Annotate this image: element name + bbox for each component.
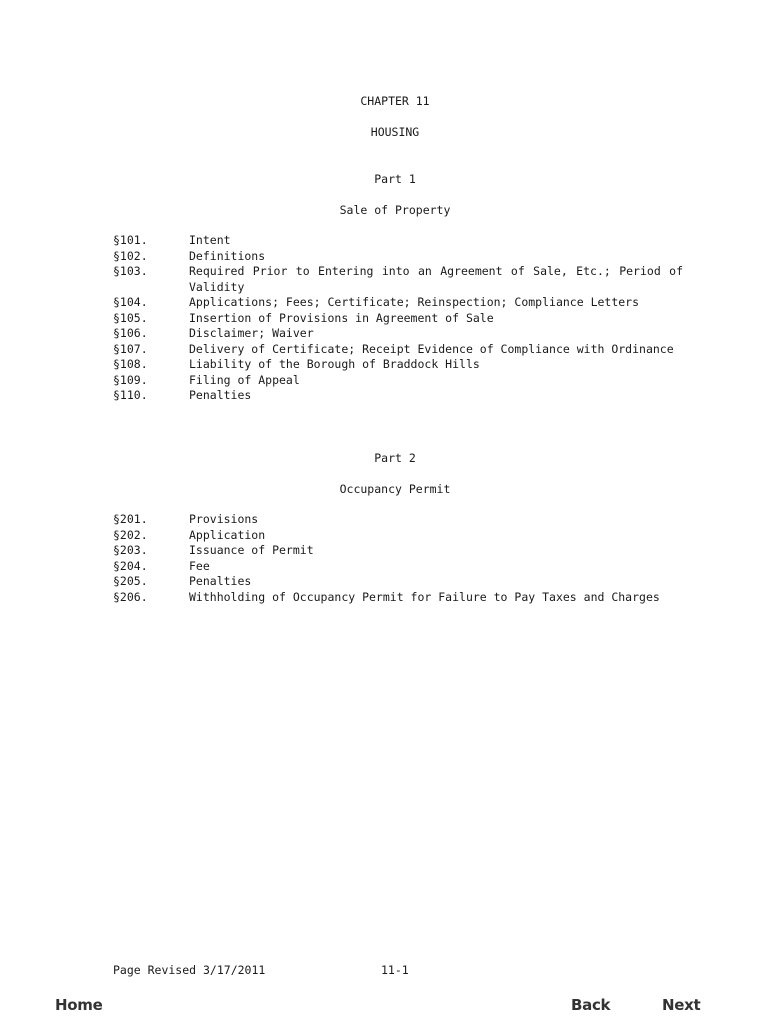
section-number: §201. — [113, 512, 148, 526]
section-number: §203. — [113, 543, 148, 557]
section-title: Provisions — [189, 512, 259, 526]
list-item — [113, 373, 683, 389]
list-item — [113, 295, 683, 311]
list-item — [113, 590, 683, 606]
section-title: Penalties — [189, 574, 252, 588]
list-item — [113, 311, 683, 327]
section-number: §206. — [113, 589, 148, 604]
section-number: §108. — [113, 357, 148, 371]
chapter-number: CHAPTER 11 — [360, 94, 430, 108]
list-item — [113, 559, 683, 575]
section-number: §107. — [113, 341, 148, 356]
section-title: Required Prior to Entering into an Agreement of Sale, Etc.; Period of Validity — [189, 264, 683, 294]
list-item — [113, 388, 683, 404]
section-number: §105. — [113, 310, 148, 325]
section-title: Application — [189, 527, 266, 542]
list-item — [113, 528, 683, 544]
list-item — [113, 574, 683, 590]
section-title: Filing of Appeal — [189, 372, 300, 387]
section-number: §101. — [113, 233, 148, 247]
section-number: §204. — [113, 558, 148, 573]
section-number: §110. — [113, 388, 148, 402]
part-2-section-list — [113, 512, 683, 605]
section-title: Disclaimer; Waiver — [189, 326, 314, 340]
section-number: §102. — [113, 248, 148, 263]
next-link[interactable]: Next — [662, 996, 701, 1014]
page-number: 11-1 — [381, 963, 409, 977]
section-number: §109. — [113, 372, 148, 387]
list-item — [113, 249, 683, 265]
section-title: Definitions — [189, 248, 266, 263]
section-number: §103. — [113, 264, 148, 278]
section-title: Liability of the Borough of Braddock Hills — [189, 357, 480, 371]
back-link[interactable]: Back — [571, 996, 611, 1014]
list-item — [113, 233, 683, 249]
section-number: §104. — [113, 295, 148, 309]
part-1-section-list — [113, 233, 683, 404]
list-item — [113, 543, 683, 559]
section-number: §106. — [113, 326, 148, 340]
list-item — [113, 326, 683, 342]
section-title: Issuance of Permit — [189, 543, 314, 557]
section-title: Penalties — [189, 388, 252, 402]
part-2-subtitle: Occupancy Permit — [339, 482, 451, 496]
chapter-title: HOUSING — [370, 125, 420, 139]
section-title: Applications; Fees; Certificate; Reinspection; Compliance Letters — [189, 295, 640, 309]
section-title: Intent — [189, 233, 231, 247]
list-item — [113, 264, 683, 295]
section-number: §205. — [113, 574, 148, 588]
section-title: Insertion of Provisions in Agreement of Sale — [189, 310, 494, 325]
section-title: Delivery of Certificate; Receipt Evidence of Compliance with Ordinance — [189, 341, 674, 356]
section-title: Fee — [189, 558, 210, 573]
part-1-heading: Part 1 — [374, 172, 416, 186]
list-item — [113, 512, 683, 528]
part-1-subtitle: Sale of Property — [339, 203, 451, 217]
part-2-heading: Part 2 — [374, 451, 416, 465]
page-revised-date: Page Revised 3/17/2011 — [113, 963, 266, 977]
list-item — [113, 342, 683, 358]
section-number: §202. — [113, 527, 148, 542]
home-link[interactable]: Home — [55, 996, 103, 1014]
section-title: Withholding of Occupancy Permit for Failure to Pay Taxes and Charges — [189, 589, 660, 604]
list-item — [113, 357, 683, 373]
